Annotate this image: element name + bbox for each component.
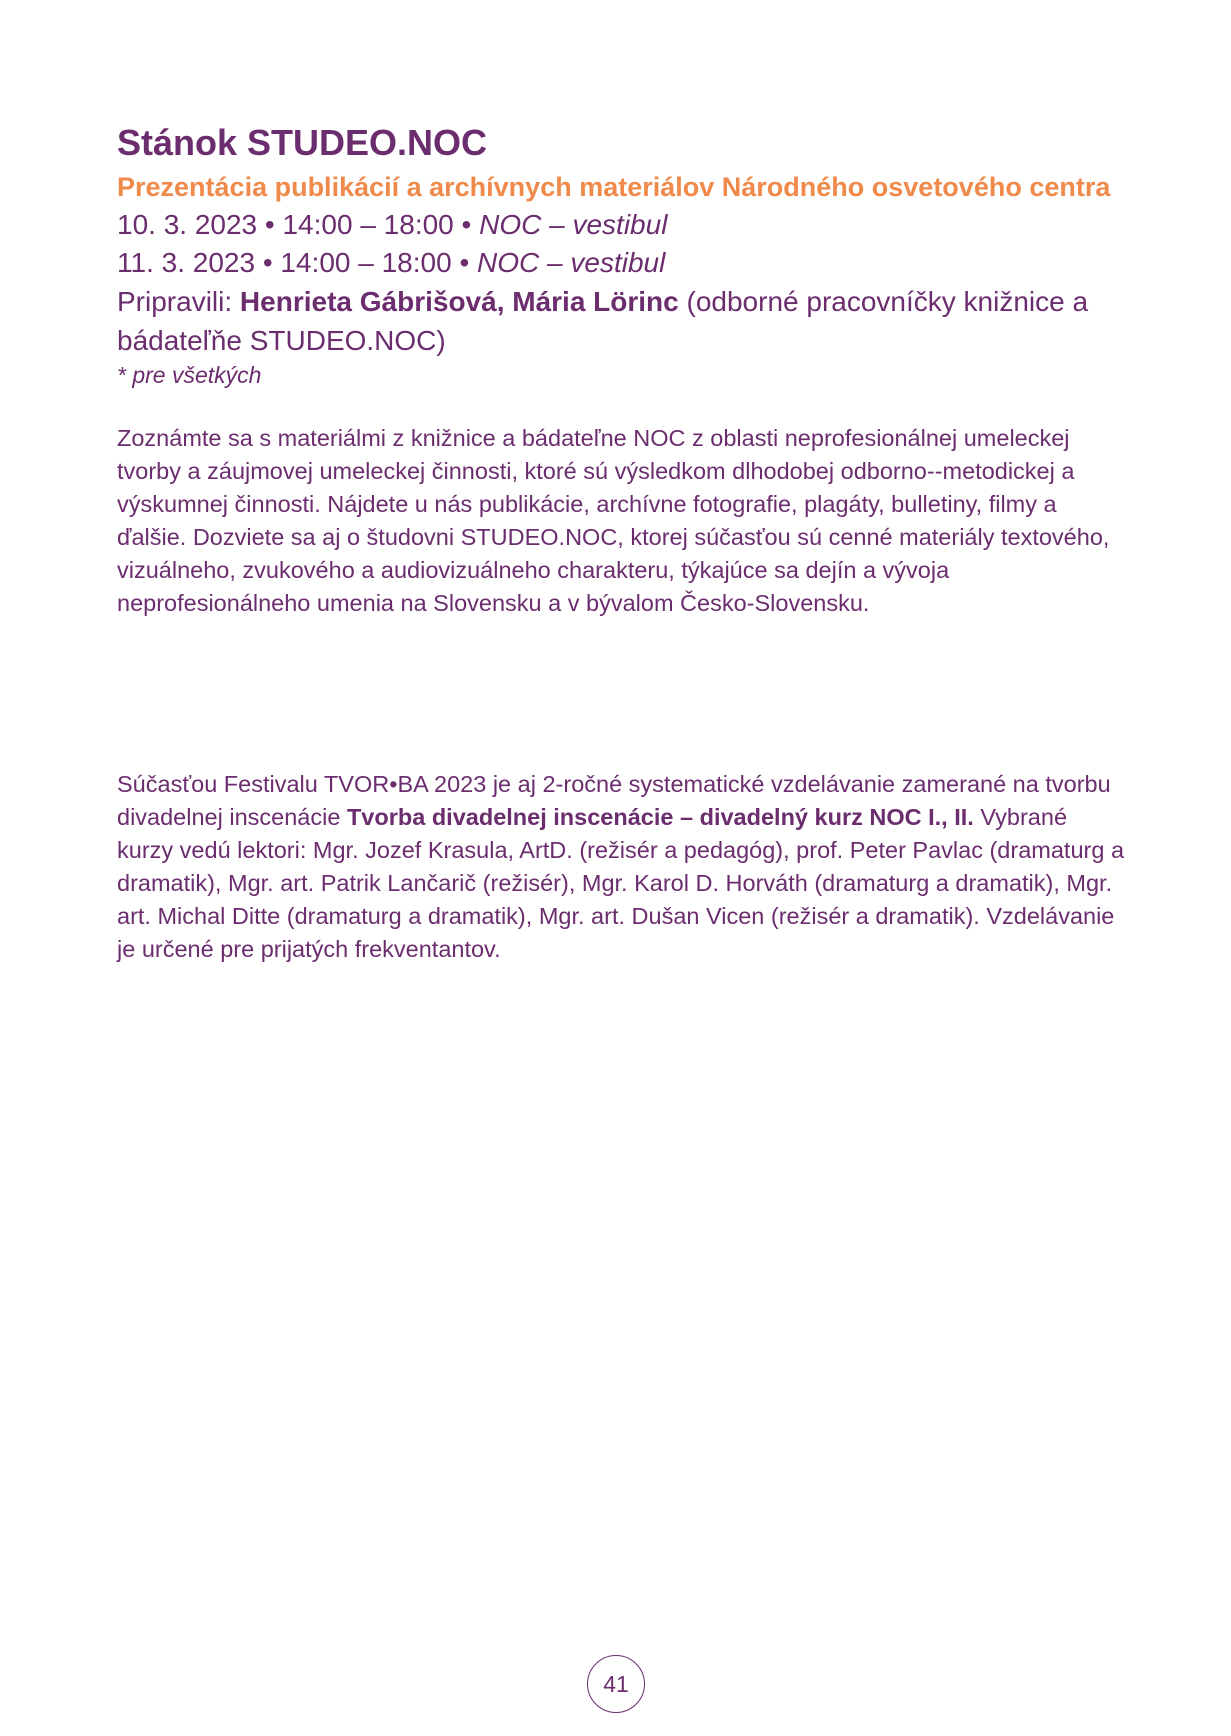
page-number: 41 [603,1670,629,1697]
page-number-badge [587,1655,645,1713]
schedule-place: NOC – vestibul [479,209,668,240]
audience-note: * pre všetkých [117,362,262,388]
event-section [117,120,1127,620]
schedule-line [117,206,1127,244]
schedule-date-time: 11. 3. 2023 • 14:00 – 18:00 • [117,247,478,278]
festival-intro: Súčasťou Festivalu TVOR•BA 2023 je aj 2-ročné systematické vzdelávanie zamerané na tvorbu divadelnej inscenácie [117,771,1111,830]
schedule-place: NOC – vestibul [477,247,666,278]
event-description: Zoznámte sa s materiálmi z knižnice a bádateľne NOC z oblasti neprofesionálnej umeleckej tvorby a záujmovej umeleckej činnosti, ktoré sú výsledkom dlhodobej odborno--metodickej a výskumnej činnosti. Nájdete u nás publikácie, archívne fotografie, plagáty, bulletiny, filmy a ďalšie. Dozviete sa aj o študovni STUDEO.NOC, ktorej súčasťou sú cenné materiály textového, vizuálneho, zvukového a audiovizuálneho charakteru, týkajúce sa dejín a vývoja neprofesionálneho umenia na Slovensku a v bývalom Česko-Slovensku. [117,425,1110,616]
schedule-line [117,244,1127,282]
prepared-by-names: Henrieta Gábrišová, Mária Lörinc [239,286,679,317]
festival-paragraph [117,768,1127,966]
schedule-date-time: 10. 3. 2023 • 14:00 – 18:00 • [117,209,480,240]
event-subtitle: Prezentácia publikácií a archívnych materiálov Národného osvetového centra [117,172,1111,202]
event-title: Stánok STUDEO.NOC [117,122,488,163]
prepared-by-roles: (odborné pracovníčky knižnice a bádateľňe STUDEO.NOC) [117,286,1089,356]
prepared-by [117,282,1127,360]
prepared-by-label: Pripravili: [117,286,240,317]
course-name: Tvorba divadelnej inscenácie – divadelný kurz NOC I., II. [346,804,974,830]
festival-details: Vybrané kurzy vedú lektori: Mgr. Jozef Krasula, ArtD. (režisér a pedagóg), prof. Peter Pavlac (dramaturg a dramatik), Mgr. art. Patrik Lančarič (režisér), Mgr. Karol D. Horváth (dramaturg a dramatik), Mgr. art. Michal Ditte (dramaturg a dramatik), Mgr. art. Dušan Vicen (režisér a dramatik). Vzdelávanie je určené pre prijatých frekventantov. [117,804,1125,962]
